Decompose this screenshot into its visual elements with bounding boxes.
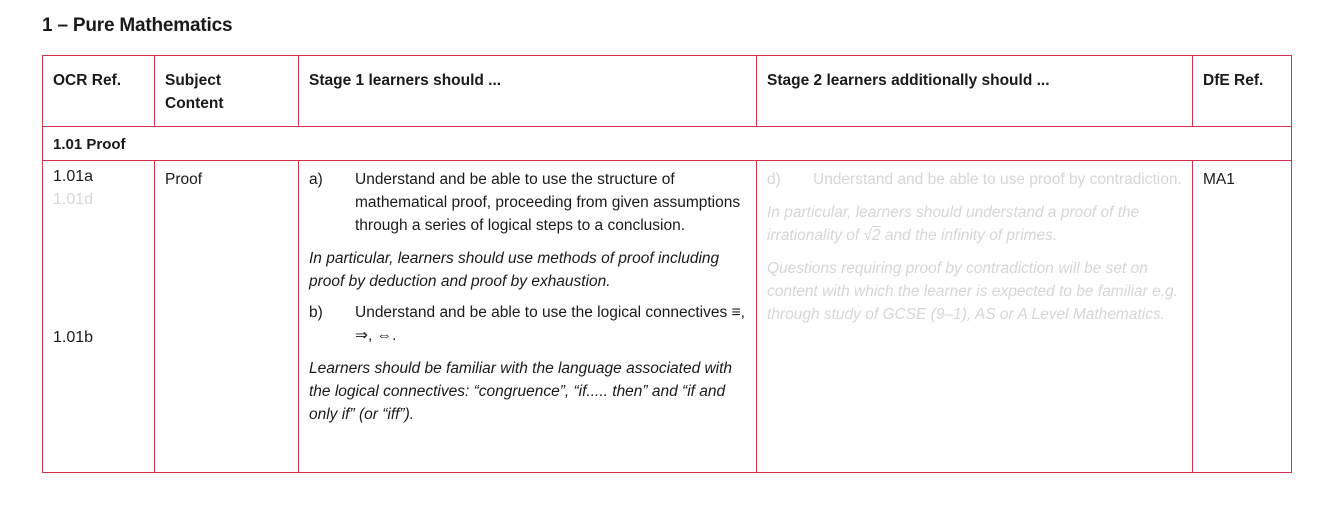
page-title: 1 – Pure Mathematics [42, 15, 233, 36]
stage1-item-a [309, 168, 746, 237]
sqrt-value: 2 [872, 227, 881, 244]
stage2-cell [757, 161, 1193, 473]
header-dfe-ref: DfE Ref. [1193, 56, 1292, 127]
item-a-marker: a) [309, 171, 323, 188]
ref-1-01d: 1.01d [53, 191, 94, 208]
section-heading: 1.01 Proof [43, 127, 1292, 161]
header-ocr-ref: OCR Ref. [43, 56, 155, 127]
item-a-text: Understand and be able to use the structure of mathematical proof, proceeding from given assumptions through a series of logical steps to a conclusion. [355, 171, 741, 234]
section-row [43, 127, 1292, 161]
header-subject-content: Subject Content [155, 56, 299, 127]
item-a-note: In particular, learners should use methods of proof including proof by deduction and proof by exhaustion. [309, 250, 720, 290]
stage1-cell [299, 161, 757, 473]
specification-table [42, 55, 1292, 473]
stage1-item-b [309, 301, 746, 347]
table-row [43, 161, 1292, 473]
sqrt-symbol: √ [863, 227, 872, 244]
stage2-item-d [767, 168, 1182, 191]
ref-1-01a: 1.01a [53, 168, 94, 185]
item-d-marker: d) [767, 171, 781, 188]
item-d-text: Understand and be able to use proof by contradiction. [813, 171, 1182, 188]
dfe-ref-text: MA1 [1203, 171, 1235, 188]
item-b-note: Learners should be familiar with the language associated with the logical connectives: “congruence”, “if..... then” and “if and only if” (or “iff”). [309, 360, 733, 423]
subject-text: Proof [165, 171, 203, 188]
ref-1-01b: 1.01b [53, 329, 94, 346]
item-b-marker: b) [309, 304, 323, 321]
ocr-ref-cell [43, 161, 155, 473]
header-row [43, 56, 1292, 127]
header-stage2: Stage 2 learners additionally should ... [757, 56, 1193, 127]
item-d-note-1: In particular, learners should understand a proof of the irrationality of √2 and the infinity of primes. [767, 204, 1140, 244]
item-d-note-2: Questions requiring proof by contradiction will be set on content with which the learner is expected to be familiar e.g. through study of GCSE (9–1), AS or A Level Mathematics. [767, 260, 1178, 323]
subject-content-cell [155, 161, 299, 473]
item-b-text: Understand and be able to use the logical connectives ≡, ⇒, ⇔. [355, 304, 745, 344]
header-stage1: Stage 1 learners should ... [299, 56, 757, 127]
dfe-ref-cell [1193, 161, 1292, 473]
